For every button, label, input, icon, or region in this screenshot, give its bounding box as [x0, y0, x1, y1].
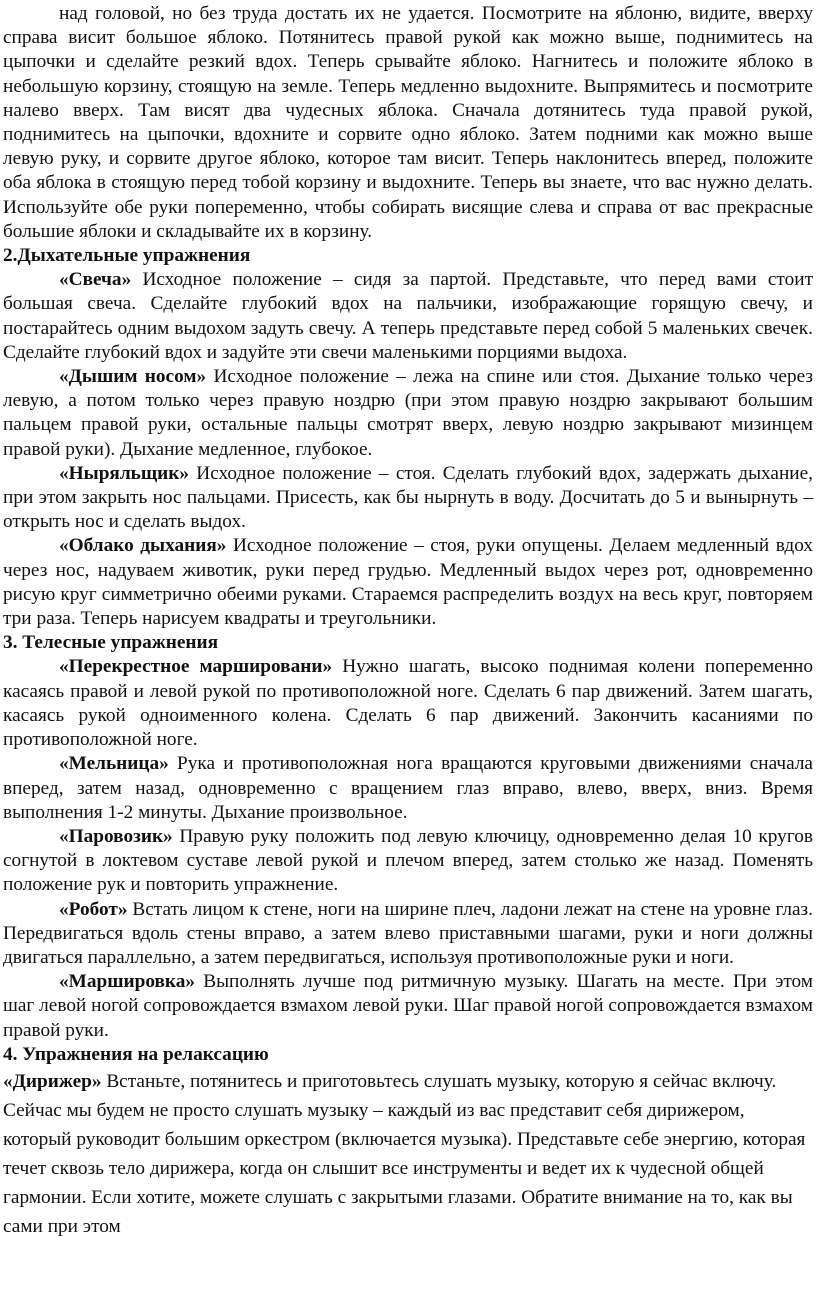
- exercise-title: «Маршировка»: [59, 971, 195, 993]
- exercise-text: Исходное положение – стоя. Сделать глубокий вдох, задержать дыхание, при этом закрыть нос пальцами. Присесть, как бы нырнуть в воду. Досчитать до 5 и вынырнуть – открыть нос и сделать выдох.: [3, 462, 813, 533]
- section-heading-relaxation: 4. Упражнения на релаксацию: [3, 1043, 269, 1065]
- section-heading-breathing: 2.Дыхательные упражнения: [3, 245, 251, 267]
- exercise-title: «Паровозик»: [59, 825, 173, 847]
- exercise-title: «Робот»: [59, 898, 128, 920]
- exercise-paragraph: [3, 534, 813, 631]
- exercise-title: «Ныряльщик»: [59, 462, 189, 484]
- intro-paragraph: над головой, но без труда достать их не удается. Посмотрите на яблоню, видите, вверху справа висит большое яблоко. Потянитесь правой рукой как можно выше, поднимитесь на цыпочки и сделайте резкий вдох. Теперь срывайте яблоко. Нагнитесь и положите яблоко в небольшую корзину, стоящую на земле. Теперь медленно выдохните. Выпрямитесь и посмотрите налево вверх. Там висят два чудесных яблока. Сначала дотянитесь туда правой рукой, поднимитесь на цыпочки, вдохните и сорвите одно яблоко. Затем подними как можно выше левую руку, и сорвите другое яблоко, которое там висит. Теперь наклонитесь вперед, положите оба яблока в стоящую перед тобой корзину и выдохните. Теперь вы знаете, что вас нужно делать. Используйте обе руки попеременно, чтобы собирать висящие слева и справа от вас прекрасные большие яблоки и складывайте их в корзину.: [3, 3, 813, 242]
- exercise-text: Исходное положение – лежа на спине или стоя. Дыхание только через левую, а потом только через правую ноздрю (при этом правую ноздрю закрывают большим пальцем правой руки, остальные пальцы смотрят вверх, левую ноздрю закрывают мизинцем правой руки). Дыхание медленное, глубокое.: [3, 366, 813, 460]
- exercise-paragraph: [3, 970, 813, 1043]
- exercise-paragraph: [3, 1067, 813, 1241]
- exercise-paragraph: [3, 462, 813, 535]
- exercise-title: «Дирижер»: [3, 1070, 102, 1092]
- exercise-paragraph: [3, 898, 813, 971]
- exercise-paragraph: [3, 365, 813, 462]
- exercise-paragraph: [3, 655, 813, 752]
- exercise-text: Нужно шагать, высоко поднимая колени попеременно касаясь правой и левой рукой по противоположной ноге. Сделать 6 пар движений. Затем шагать, касаясь рукой одноименного колена. Сделать 6 пар движений. Закончить касаниями по противоположной ноге.: [3, 656, 813, 751]
- exercise-text: Исходное положение – сидя за партой. Представьте, что перед вами стоит большая свеча. Сделайте глубокий вдох на пальчики, изображающие горящую свечу, и постарайтесь одним выдохом задуть свечу. А теперь представьте перед собой 5 маленьких свечек. Сделайте глубокий вдох и задуйте эти свечи маленькими порциями выдоха.: [3, 269, 813, 363]
- exercise-text: Исходное положение – стоя, руки опущены. Делаем медленный вдох через нос, надуваем животик, руки перед грудью. Медленный выдох через рот, одновременно рисую круг симметрично обеими руками. Стараемся распределить воздух на весь круг, повторяем три раза. Теперь нарисуем квадраты и треугольники.: [3, 535, 814, 630]
- exercise-title: «Перекрестное маршировани»: [59, 656, 333, 678]
- exercise-title: «Дышим носом»: [59, 366, 207, 388]
- exercise-title: «Мельница»: [59, 753, 169, 775]
- exercise-paragraph: [3, 268, 813, 365]
- exercise-paragraph: [3, 752, 813, 825]
- exercise-text: Правую руку положить под левую ключицу, одновременно делая 10 кругов согнутой в локтевом суставе левой рукой и плечом вперед, затем столько же назад. Поменять положение рук и повторить упражнение.: [3, 825, 813, 896]
- exercise-paragraph: [3, 825, 813, 898]
- exercise-text: Встаньте, потянитесь и приготовьтесь слушать музыку, которую я сейчас включу. Сейчас мы будем не просто слушать музыку – каждый из вас представит себя дирижером, который руководит большим оркестром (включается музыка). Представьте себе энергию, которая течет сквозь тело дирижера, когда он слышит все инструменты и ведет их к чудесной общей гармонии. Если хотите, можете слушать с закрытыми глазами. Обратите внимание на то, как вы сами при этом: [3, 1070, 806, 1237]
- exercise-title: «Облако дыхания»: [59, 535, 227, 557]
- exercise-text: Выполнять лучше под ритмичную музыку. Шагать на месте. При этом шаг левой ногой сопровождается взмахом левой руки. Шаг правой ногой сопровождается взмахом правой руки.: [3, 971, 813, 1041]
- exercise-text: Встать лицом к стене, ноги на ширине плеч, ладони лежат на стене на уровне глаз. Передвигаться вдоль стены вправо, а затем влево приставными шагами, руки и ноги должны двигаться параллельно, а затем передвигаться, используя противоположные руки и ноги.: [3, 898, 813, 968]
- exercise-text: Рука и противоположная нога вращаются круговыми движениями сначала вперед, затем назад, одновременно с вращением глаз вправо, влево, вверх, вниз. Время выполнения 1-2 минуты. Дыхание произвольное.: [3, 753, 813, 823]
- section-heading-body: 3. Телесные упражнения: [3, 632, 219, 654]
- exercise-title: «Свеча»: [59, 269, 132, 291]
